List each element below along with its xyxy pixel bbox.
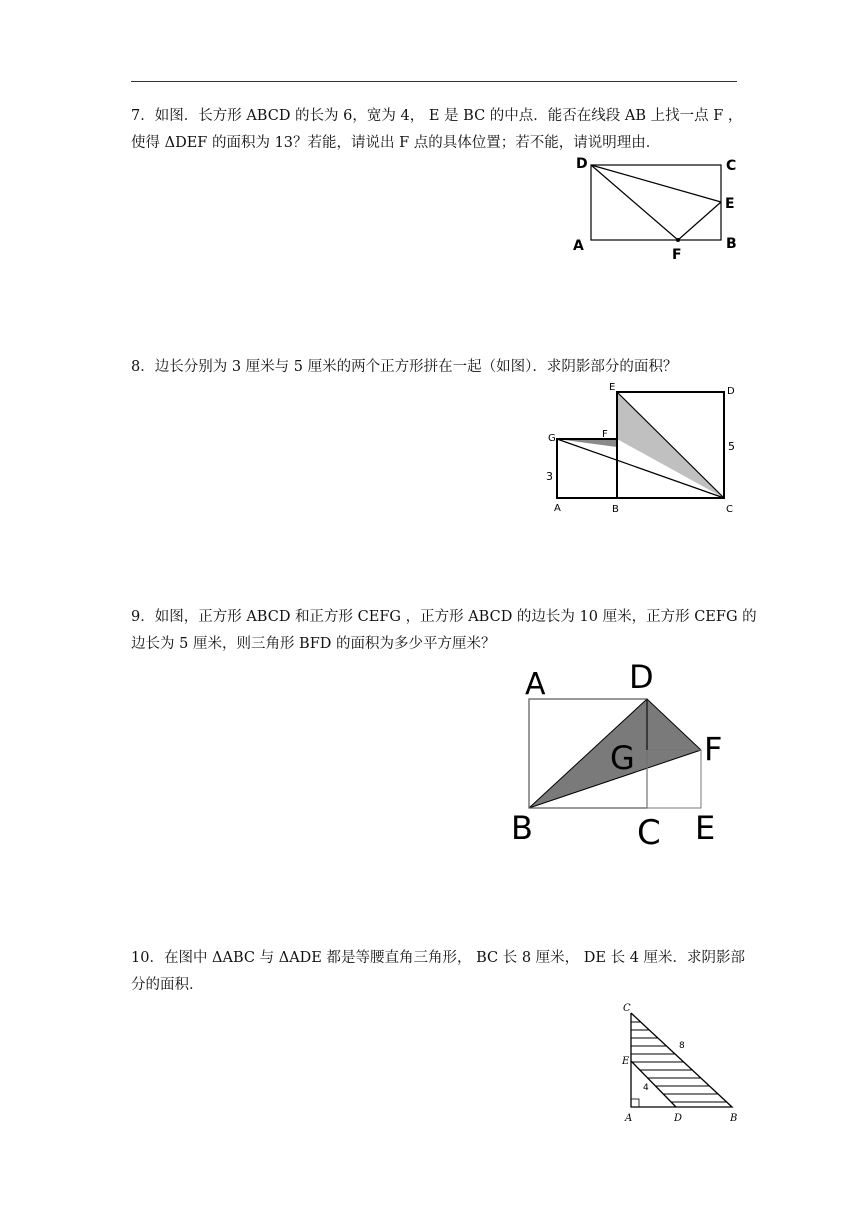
label-b: B — [730, 1113, 738, 1124]
segment-de — [591, 165, 721, 202]
figure-10-triangles — [615, 995, 745, 1130]
square-small — [557, 439, 617, 498]
segment-df — [591, 165, 678, 240]
label-b: B — [511, 809, 533, 847]
question-7-line-2: 使得 ΔDEF 的面积为 13？若能，请说出 F 点的具体位置；若不能，请说明理由． — [131, 135, 661, 151]
label-d: D — [576, 156, 588, 172]
point-f — [676, 238, 680, 242]
figure-8-squares — [540, 378, 745, 518]
label-d: D — [629, 658, 654, 696]
label-side-3: 3 — [546, 470, 553, 483]
label-c: C — [726, 158, 737, 174]
question-9 — [131, 604, 757, 658]
question-8 — [131, 354, 741, 381]
segment-fe — [678, 202, 721, 240]
figure-9-squares — [505, 656, 745, 851]
label-e: E — [695, 809, 716, 847]
question-7 — [131, 103, 741, 157]
label-g: G — [610, 739, 635, 777]
label-e: E — [725, 196, 735, 212]
label-length-8: 8 — [679, 1041, 685, 1051]
label-f: F — [704, 730, 723, 768]
segment-ed — [631, 1061, 676, 1107]
figure-7-rectangle — [570, 152, 750, 264]
label-side-5: 5 — [728, 440, 735, 453]
label-c: C — [726, 504, 733, 515]
question-10-line-1: 10．在图中 ΔABC 与 ΔADE 都是等腰直角三角形， BC 长 8 厘米， DE 长 4 厘米．求阴影部 — [131, 950, 746, 966]
header-rule — [131, 81, 737, 82]
question-9-line-1: 9．如图，正方形 ABCD 和正方形 CEFG ，正方形 ABCD 的边长为 10 厘米，正方形 CEFG 的 — [131, 609, 757, 625]
shaded-triangle-gf — [557, 439, 617, 447]
label-c: C — [637, 813, 661, 853]
label-length-4: 4 — [643, 1083, 649, 1093]
right-angle-mark — [631, 1099, 639, 1107]
label-b: B — [612, 504, 619, 515]
label-e: E — [609, 382, 616, 393]
question-7-line-1: 7．如图．长方形 ABCD 的长为 6，宽为 4， E 是 BC 的中点．能否在线段 AB 上找一点 F ， — [131, 108, 743, 124]
question-8-line-1: 8．边长分别为 3 厘米与 5 厘米的两个正方形拼在一起（如图）．求阴影部分的面积？ — [131, 359, 678, 375]
question-9-line-2: 边长为 5 厘米，则三角形 BFD 的面积为多少平方厘米？ — [131, 636, 496, 652]
label-d: D — [727, 386, 735, 397]
label-a: A — [525, 667, 546, 702]
rect-abcd — [591, 165, 721, 240]
question-10-line-2: 分的面积． — [131, 977, 204, 993]
label-e: E — [622, 1056, 630, 1067]
label-f: F — [602, 429, 608, 440]
label-a: A — [573, 238, 584, 254]
label-a: A — [625, 1113, 633, 1124]
label-c: C — [623, 1003, 631, 1014]
hatched-region-cedb — [615, 1022, 745, 1102]
label-d: D — [674, 1113, 683, 1124]
label-b: B — [726, 236, 737, 252]
label-f: F — [672, 247, 682, 263]
question-10 — [131, 945, 746, 999]
label-a: A — [554, 503, 561, 514]
label-g: G — [548, 433, 556, 444]
